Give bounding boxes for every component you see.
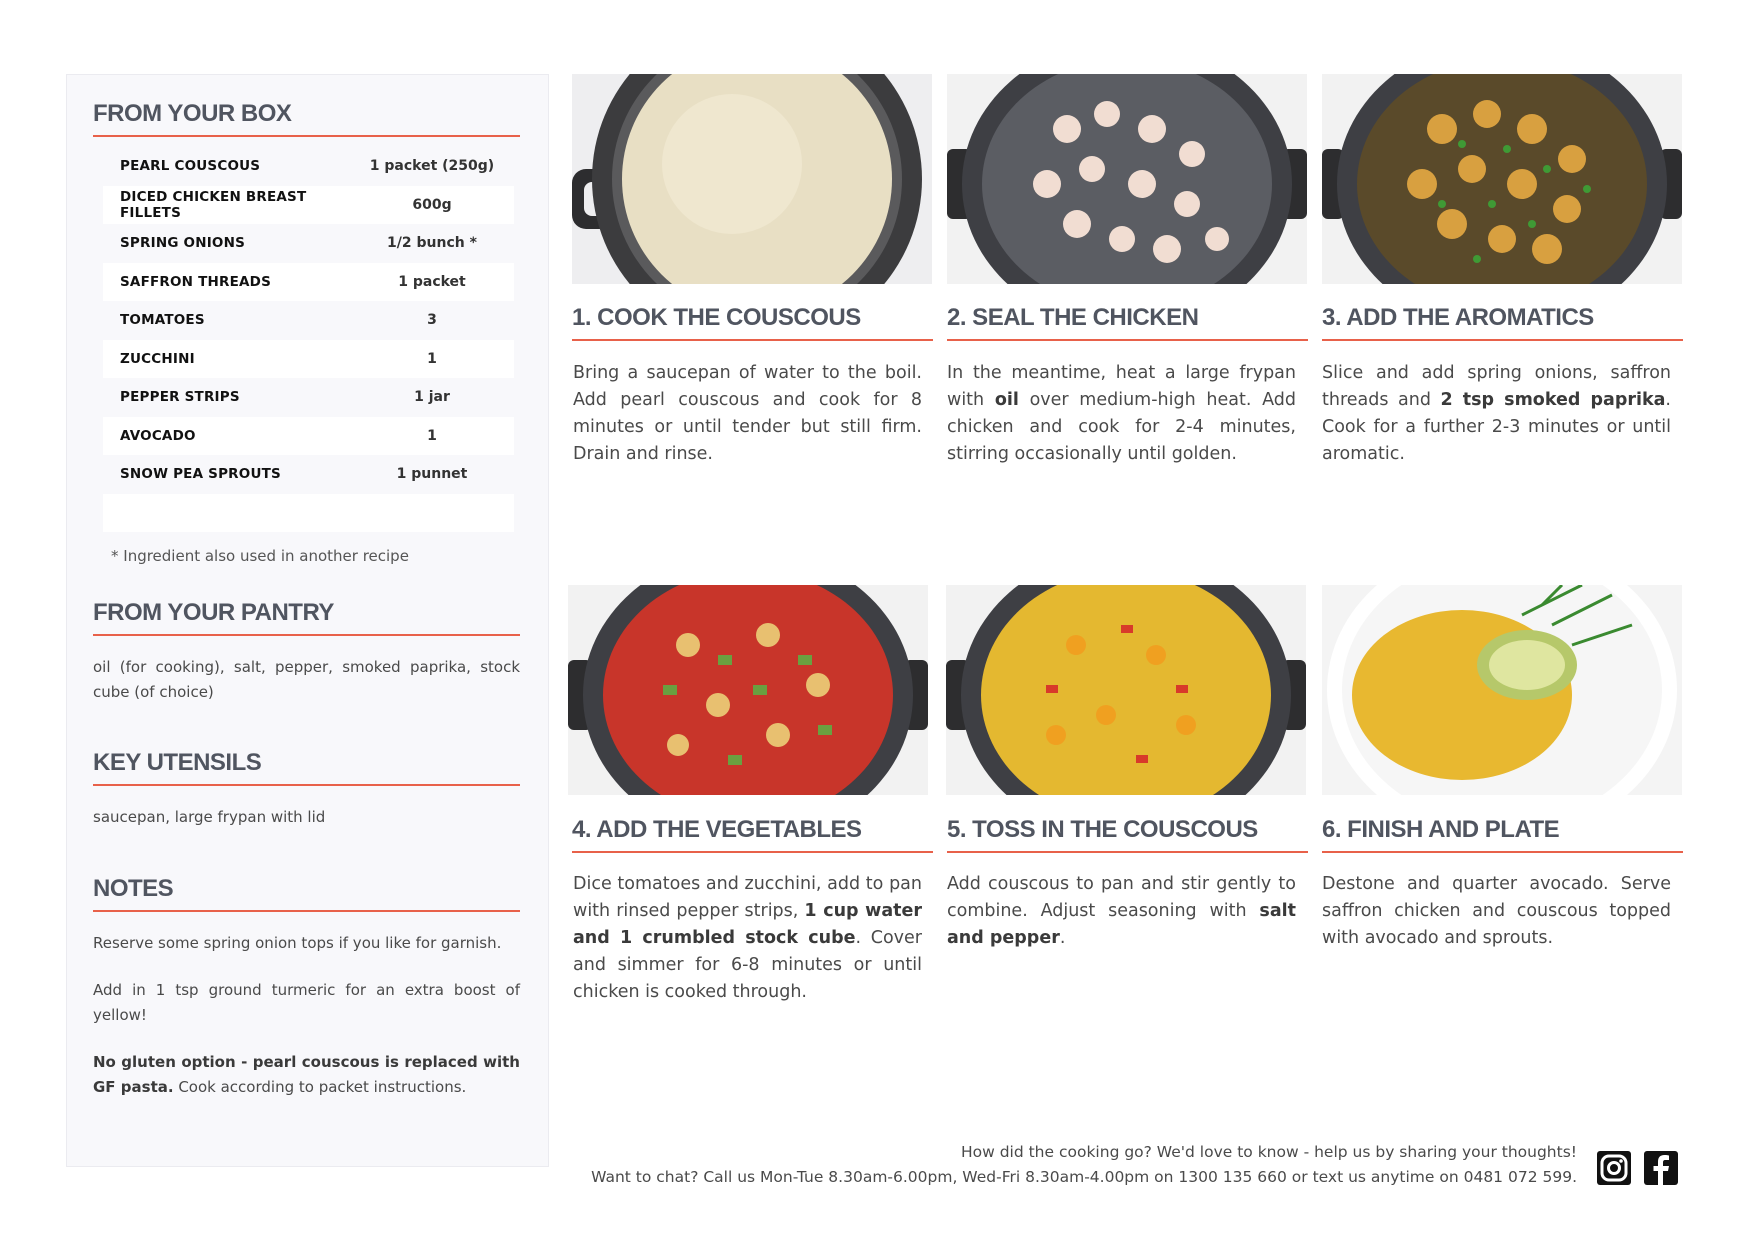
step-4-photo [568, 585, 928, 795]
ingredient-name: ZUCCHINI [120, 350, 195, 367]
feedback-text: How did the cooking go? We'd love to know - help us by sharing your thoughts! [960, 1143, 1577, 1161]
step-2-text [947, 360, 1296, 468]
ingredient-name: SAFFRON THREADS [120, 273, 271, 290]
step-5-text-part: . [1059, 928, 1066, 948]
ingredient-row [103, 224, 514, 263]
step-2-text-bold: oil [994, 390, 1019, 410]
ingredient-row [103, 301, 514, 340]
note-garnish: Reserve some spring onion tops if you like for garnish. [93, 934, 502, 952]
ingredient-row [103, 263, 514, 302]
step-4-text-part: Dice tomatoes and zucchini, add to pan with rinsed pepper strips, [573, 874, 922, 921]
ingredient-footnote: * Ingredient also used in another recipe [111, 547, 409, 565]
ingredient-name: PEARL COUSCOUS [120, 158, 261, 175]
ingredient-name: DICED CHICKEN BREAST FILLETS [120, 188, 307, 221]
step-6-photo [1322, 585, 1682, 795]
ingredient-row [103, 186, 514, 225]
step-2-text-part: In the meantime, heat a large frypan with [947, 363, 1296, 410]
step-5-text-bold: salt and pepper [947, 901, 1296, 948]
step-5-title: 5. TOSS IN THE COUSCOUS [947, 815, 1308, 853]
step-3-text-part: Slice and add spring onions, saffron threads and [1322, 363, 1671, 410]
step-3-text-bold: 2 tsp smoked paprika [1440, 390, 1666, 410]
ingredients-table [103, 147, 514, 532]
step-3-text [1322, 360, 1671, 468]
step-4-text-bold: 1 cup water and 1 crumbled stock cube [573, 901, 922, 948]
ingredient-row [103, 417, 514, 456]
step-5-text [947, 871, 1296, 952]
step-6-title: 6. FINISH AND PLATE [1322, 815, 1683, 853]
empty-ingredient-row [103, 494, 514, 532]
step-3-title: 3. ADD THE AROMATICS [1322, 303, 1683, 341]
ingredient-qty: 1 [427, 427, 437, 444]
notes-heading: NOTES [93, 874, 520, 912]
step-5-text-part: Add couscous to pan and stir gently to combine. Adjust seasoning with [947, 874, 1296, 921]
step-4-title: 4. ADD THE VEGETABLES [572, 815, 933, 853]
note-gluten-free-rest: Cook according to packet instructions. [173, 1078, 467, 1096]
utensils-text: saucepan, large frypan with lid [93, 808, 326, 826]
ingredient-row [103, 378, 514, 417]
ingredient-name: TOMATOES [120, 312, 205, 329]
ingredient-qty: 1/2 bunch * [387, 235, 477, 252]
step-1-title: 1. COOK THE COUSCOUS [572, 303, 933, 341]
step-3-text-part: . Cook for a further 2-3 minutes or until aromatic. [1322, 390, 1671, 464]
ingredient-qty: 1 punnet [396, 466, 468, 483]
ingredient-name: SPRING ONIONS [120, 235, 246, 252]
pantry-text: oil (for cooking), salt, pepper, smoked paprika, stock cube (of choice) [93, 658, 520, 701]
step-1-text: Bring a saucepan of water to the boil. Add pearl couscous and cook for 8 minutes or until tender but still firm. Drain and rinse. [573, 363, 922, 464]
note-gluten-free [93, 1050, 520, 1100]
ingredient-qty: 1 [427, 350, 437, 367]
facebook-icon[interactable] [1643, 1150, 1679, 1186]
ingredient-name: AVOCADO [120, 427, 196, 444]
from-your-box-heading: FROM YOUR BOX [93, 99, 520, 137]
step-3-photo [1322, 74, 1682, 284]
ingredient-name: SNOW PEA SPROUTS [120, 466, 281, 483]
ingredient-row [103, 147, 514, 186]
instagram-icon[interactable] [1596, 1150, 1632, 1186]
step-5-photo [946, 585, 1306, 795]
ingredient-qty: 1 packet (250g) [369, 158, 495, 175]
step-6-text: Destone and quarter avocado. Serve saffron chicken and couscous topped with avocado and sprouts. [1322, 874, 1671, 948]
ingredient-qty: 600g [412, 196, 452, 213]
from-your-pantry-heading: FROM YOUR PANTRY [93, 598, 520, 636]
ingredient-qty: 3 [427, 312, 437, 329]
step-4-text-part: . Cover and simmer for 6-8 minutes or until chicken is cooked through. [573, 928, 922, 1002]
ingredient-qty: 1 jar [414, 389, 450, 406]
ingredient-row [103, 455, 514, 494]
ingredient-name: PEPPER STRIPS [120, 389, 240, 406]
step-1-photo [572, 74, 932, 284]
ingredient-qty: 1 packet [398, 273, 466, 290]
key-utensils-heading: KEY UTENSILS [93, 748, 520, 786]
contact-text: Want to chat? Call us Mon-Tue 8.30am-6.00pm, Wed-Fri 8.30am-4.00pm on 1300 135 660 or text us anytime on 0481 072 599. [591, 1168, 1577, 1186]
sidebar-panel [66, 74, 549, 1167]
step-2-photo [947, 74, 1307, 284]
note-gluten-free-bold: No gluten option - pearl couscous is replaced with GF pasta. [93, 1053, 520, 1096]
step-4-text [573, 871, 922, 1006]
ingredient-row [103, 340, 514, 379]
note-turmeric: Add in 1 tsp ground turmeric for an extra boost of yellow! [93, 981, 520, 1024]
step-2-text-part: over medium-high heat. Add chicken and cook for 2-4 minutes, stirring occasionally until golden. [947, 390, 1296, 464]
step-2-title: 2. SEAL THE CHICKEN [947, 303, 1308, 341]
